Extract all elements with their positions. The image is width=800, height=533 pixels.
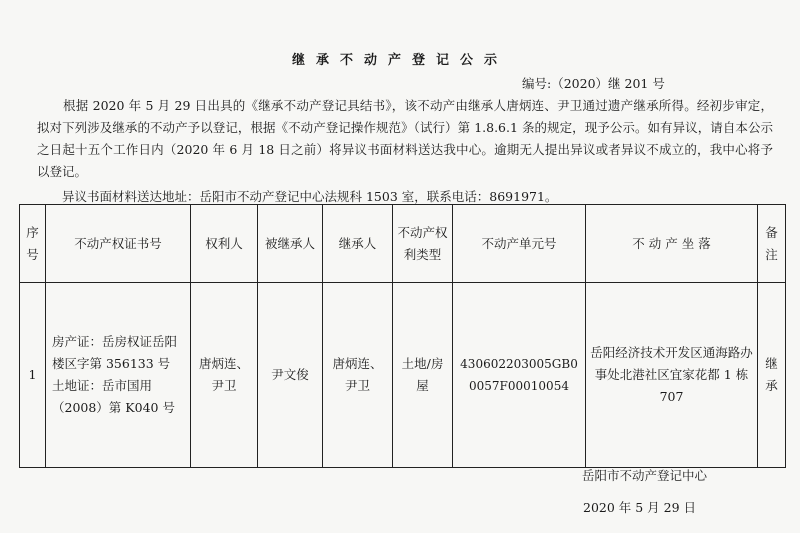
header-remark: 备注 <box>758 205 786 283</box>
table-row <box>20 283 786 468</box>
objection-address: 异议书面材料送达地址：岳阳市不动产登记中心法规科 1503 室，联系电话：8691971。 <box>62 189 558 204</box>
header-cert: 不动产权证书号 <box>46 205 191 283</box>
announcement-paragraph: 根据 2020 年 5 月 29 日出具的《继承不动产登记具结书》，该不动产由继承人唐炳连、尹卫通过遗产继承所得。经初步审定， 拟对下列涉及继承的不动产予以登记，根据《不动产登记操作规范》（试行）第 1.8.6.1 条的规定，现予公示。如有异议，请自本公示之日起十五个工作日内（2020 年 6 月 18 日之前）将异议书面材料送达我中心。逾期无人提出异议或者异议不成立的，我中心将予以登记。 <box>37 98 773 179</box>
header-decedent: 被继承人 <box>258 205 323 283</box>
header-no: 序号 <box>20 205 46 283</box>
cell-cert: 房产证：岳房权证岳阳楼区字第 356133 号 土地证：岳市国用（2008）第 K040 号 <box>46 283 191 468</box>
table-header-row <box>20 205 786 283</box>
cell-location: 岳阳经济技术开发区通海路办事处北港社区宜家花都 1 栋 707 <box>586 283 758 468</box>
document-number: 编号:（2020）继 201 号 <box>522 76 665 91</box>
cell-no: 1 <box>20 283 46 468</box>
footer-date: 2020 年 5 月 29 日 <box>583 500 697 515</box>
header-right-type: 不动产权利类型 <box>393 205 453 283</box>
header-location: 不 动 产 坐 落 <box>586 205 758 283</box>
cell-unit-no: 430602203005GB00057F00010054 <box>453 283 586 468</box>
footer-organization: 岳阳市不动产登记中心 <box>582 468 708 483</box>
cell-decedent: 尹文俊 <box>258 283 323 468</box>
property-table <box>19 204 786 468</box>
header-heir: 继承人 <box>323 205 393 283</box>
cell-heir: 唐炳连、尹卫 <box>323 283 393 468</box>
header-owner: 权利人 <box>191 205 258 283</box>
cell-remark: 继承 <box>758 283 786 468</box>
header-unit-no: 不动产单元号 <box>453 205 586 283</box>
page-title: 继承不动产登记公示 <box>291 53 508 68</box>
cell-right-type: 土地/房屋 <box>393 283 453 468</box>
cell-owner: 唐炳连、尹卫 <box>191 283 258 468</box>
